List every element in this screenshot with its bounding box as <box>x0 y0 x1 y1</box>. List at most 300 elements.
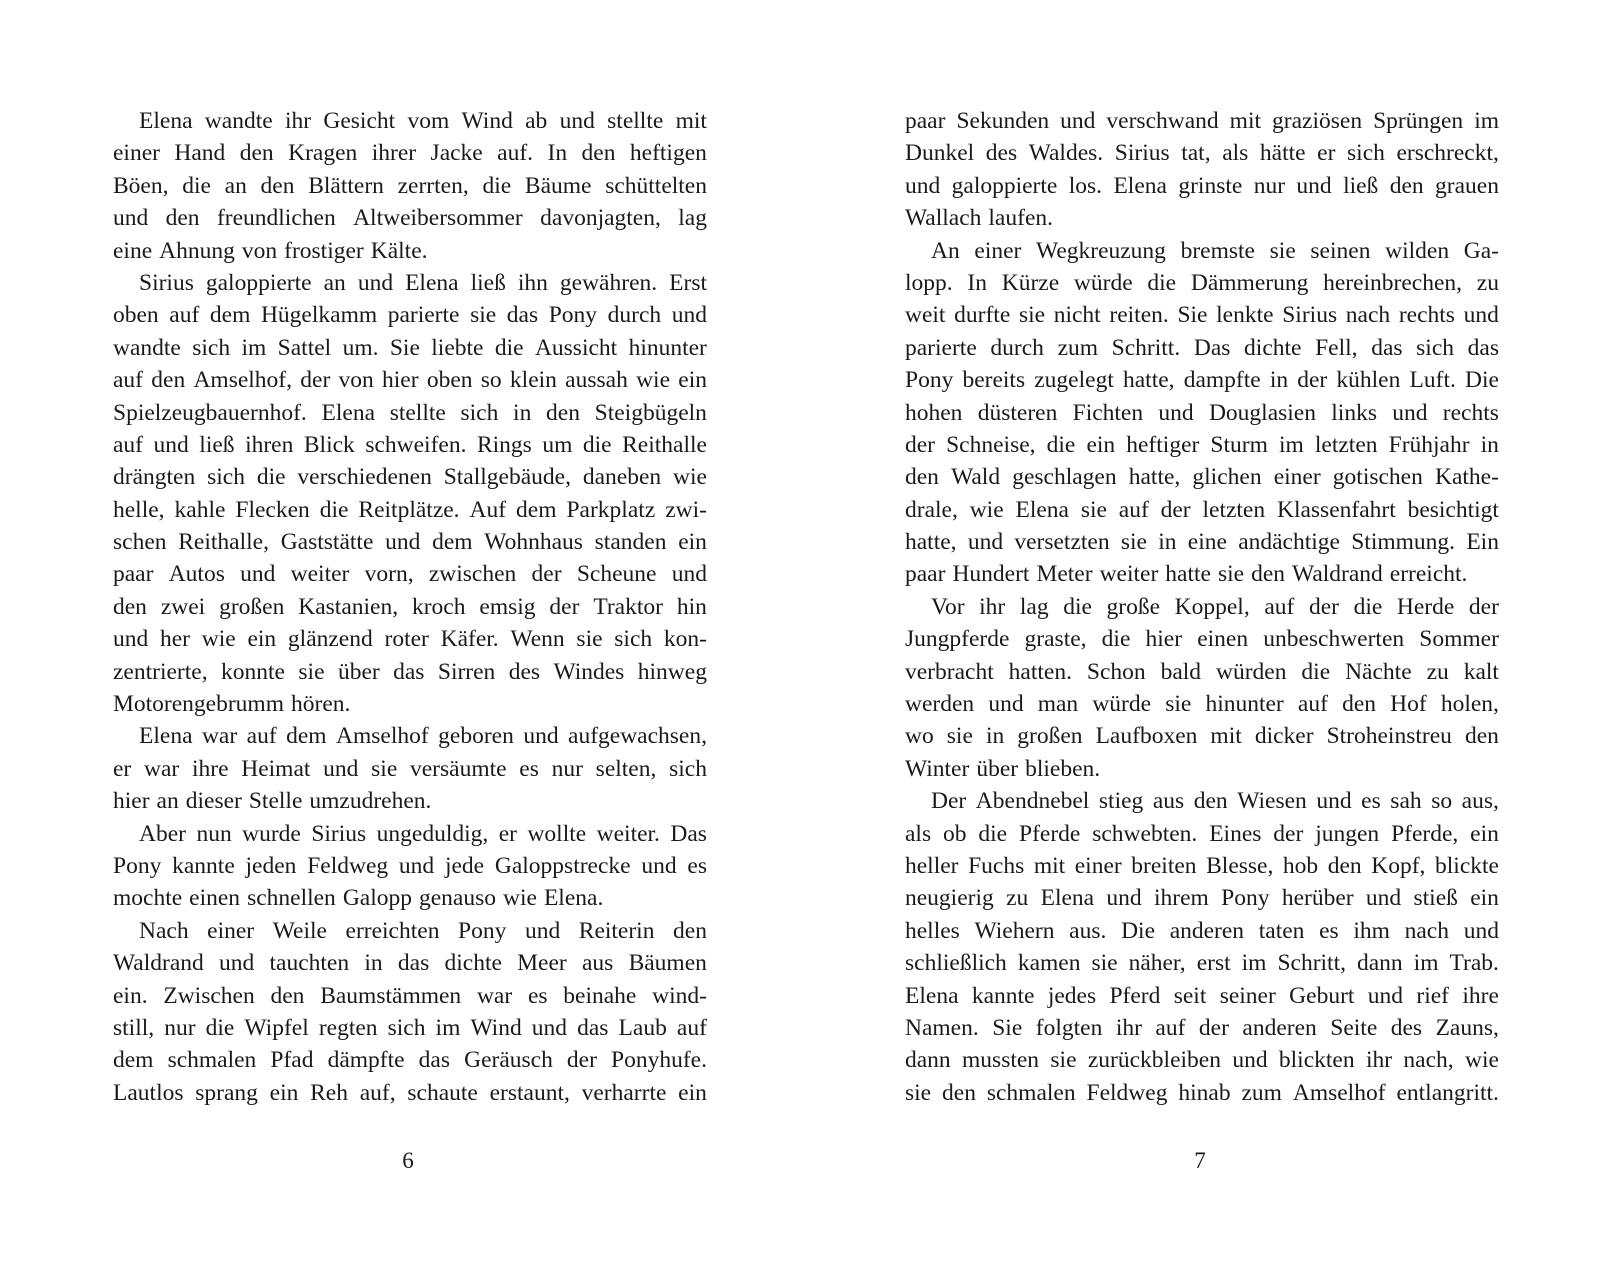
word: Waldrand <box>113 950 204 977</box>
text-line <box>113 137 707 169</box>
word: Luft. <box>1409 367 1456 394</box>
word: der <box>905 431 936 458</box>
word: wie <box>673 464 707 491</box>
word: jedes <box>1047 982 1097 1009</box>
word: Sirius <box>311 820 367 847</box>
word: eine <box>113 237 153 264</box>
word: Elena. <box>543 885 604 912</box>
word: auf <box>246 723 277 750</box>
word: wollte <box>527 820 587 847</box>
text-line <box>905 656 1499 688</box>
word: durch <box>990 334 1044 361</box>
text-line <box>113 299 707 331</box>
word: oben <box>113 302 159 329</box>
word: Schneise, <box>946 431 1036 458</box>
word: werden <box>905 691 975 718</box>
word: dichte <box>1244 334 1302 361</box>
word: und <box>671 302 707 329</box>
word: mit <box>675 108 707 134</box>
word: Amselhof <box>1292 1079 1386 1106</box>
word: es <box>1319 917 1339 944</box>
word: herüber <box>1281 885 1354 912</box>
word: die <box>205 1014 235 1041</box>
word: parierte <box>905 334 977 361</box>
word: rechts <box>1442 399 1499 426</box>
word: hier <box>1145 626 1183 653</box>
word: gewähren. <box>559 269 658 296</box>
word: Erst <box>669 269 707 296</box>
text-line <box>113 494 707 526</box>
word: Heimat <box>241 755 311 782</box>
word: nur <box>551 755 583 782</box>
word: Sattel <box>277 334 332 361</box>
word: sie <box>1080 496 1107 523</box>
word: wind- <box>652 982 707 1009</box>
word: zerrten, <box>397 172 469 199</box>
word: erreichten <box>345 917 440 944</box>
word: des <box>508 658 541 685</box>
word: zwei <box>160 593 206 620</box>
text-line <box>113 235 707 267</box>
word: dieser <box>185 788 242 815</box>
text-line <box>905 364 1499 396</box>
word: Schon <box>1086 658 1146 685</box>
word: bald <box>1160 658 1202 685</box>
word: auf <box>113 431 144 458</box>
word: zum <box>1241 1079 1282 1106</box>
text-line <box>905 1012 1499 1044</box>
word: dem <box>286 723 327 750</box>
text-line <box>113 526 707 558</box>
word: dann <box>905 1047 951 1074</box>
word: hätte <box>1259 140 1306 167</box>
word: an <box>156 788 179 815</box>
word: Kopf, <box>1371 852 1426 879</box>
word: einen <box>189 885 241 912</box>
word: schaute <box>407 1079 478 1106</box>
word: er <box>1317 140 1336 167</box>
text-line <box>905 688 1499 720</box>
word: sich <box>192 334 231 361</box>
word: in <box>1269 367 1289 394</box>
text-line <box>113 947 707 979</box>
word: hier <box>382 367 419 394</box>
word: sie <box>1165 691 1192 718</box>
word: Reithalle <box>622 431 707 458</box>
word: von <box>338 367 374 394</box>
word: folgten <box>1035 1014 1103 1041</box>
word: ihrer <box>371 140 417 167</box>
word: und <box>1296 172 1332 199</box>
word: von <box>241 237 278 264</box>
word: Scheune <box>576 561 657 588</box>
word: gotischen <box>1332 464 1423 491</box>
word: hereinbrechen, <box>1323 269 1463 296</box>
word: Eines <box>1209 820 1262 847</box>
word: sich <box>614 626 653 653</box>
word: Elena <box>1113 172 1167 199</box>
text-line <box>113 591 707 623</box>
word: Meter <box>1036 561 1093 588</box>
word: hier <box>113 788 150 815</box>
word: wie <box>1465 1047 1499 1074</box>
word: dann <box>1356 950 1403 977</box>
word: und <box>559 108 595 134</box>
word: Hof <box>1390 691 1427 718</box>
word: seit <box>1173 982 1207 1009</box>
word: ihm <box>1353 917 1390 944</box>
word: und <box>357 269 394 296</box>
word: frostiger <box>284 237 364 264</box>
word: dampfte <box>1183 367 1261 394</box>
word: dem <box>209 302 251 329</box>
word: Kragen <box>288 140 358 167</box>
word: Feldweg <box>307 852 389 879</box>
word: ihn <box>517 269 548 296</box>
word: auf <box>113 367 144 394</box>
word: Seite <box>1330 1014 1378 1041</box>
word: wie <box>503 885 537 912</box>
word: Pony <box>548 302 598 329</box>
word: drängten <box>113 464 196 491</box>
word: ein <box>247 626 277 653</box>
word: links <box>1331 399 1377 426</box>
word: ließ <box>199 431 235 458</box>
text-line <box>113 915 707 947</box>
word: hatte <box>1165 561 1211 588</box>
word: ließ <box>1343 172 1379 199</box>
word: Pferde, <box>1391 820 1459 847</box>
word: es <box>527 982 548 1009</box>
word: Wohnhaus <box>484 529 583 556</box>
word: der <box>1198 1014 1229 1041</box>
word: und <box>1463 917 1499 944</box>
word: Pony <box>905 367 954 394</box>
word: selten, <box>595 755 657 782</box>
word: holen, <box>1440 691 1499 718</box>
word: blickten <box>1278 1047 1355 1074</box>
word: kalt <box>1463 658 1499 685</box>
word: im <box>241 334 267 361</box>
word: verschiedenen <box>297 464 432 491</box>
word: seinen <box>1310 237 1371 264</box>
word: auf <box>1118 496 1149 523</box>
word: hatte, <box>1128 464 1181 491</box>
word: ein <box>678 529 707 556</box>
word: einer <box>974 237 1022 264</box>
word: ein <box>678 1079 707 1106</box>
word: sie <box>576 626 603 653</box>
word: Abendnebel <box>975 788 1090 815</box>
word: Sie <box>389 334 420 361</box>
word: die <box>319 496 349 523</box>
word: so <box>480 367 502 394</box>
word: Jacke <box>430 140 483 167</box>
word: wilden <box>1385 237 1450 264</box>
word: Sie <box>1177 302 1208 329</box>
word: man <box>1037 691 1079 718</box>
word: und <box>641 852 677 879</box>
word: schen <box>113 529 167 556</box>
word: Altweibersommer <box>353 205 523 232</box>
word: tat, <box>1181 140 1211 167</box>
word: mit <box>1210 723 1242 750</box>
text-line <box>113 980 707 1012</box>
word: Douglasien <box>1208 399 1316 426</box>
word: hören. <box>291 691 351 718</box>
word: nur <box>164 1014 196 1041</box>
word: stieß <box>1413 885 1458 912</box>
word: er <box>113 755 132 782</box>
word: im <box>1241 950 1267 977</box>
word: Laufboxen <box>1095 723 1198 750</box>
word: über <box>337 658 380 685</box>
text-line <box>905 202 1499 234</box>
word: auf <box>1155 1014 1186 1041</box>
word: und <box>1463 302 1499 329</box>
word: lag <box>1019 593 1049 620</box>
word: grauen <box>1435 172 1499 199</box>
word: erschreckt, <box>1396 140 1499 167</box>
word: parierte <box>387 302 460 329</box>
text-line <box>905 137 1499 169</box>
word: und <box>905 172 941 199</box>
word: schmalen <box>167 1047 257 1074</box>
word: an <box>323 269 346 296</box>
word: letzten <box>1202 496 1266 523</box>
word: Pferd <box>1109 982 1161 1009</box>
word: Nächte <box>1345 658 1412 685</box>
word: des <box>985 140 1018 167</box>
word: Hügelkamm <box>260 302 378 329</box>
text-line <box>905 332 1499 364</box>
word: das <box>418 1047 450 1074</box>
word: nicht <box>1053 302 1101 329</box>
word: Waldes. <box>1028 140 1104 167</box>
word: Böen, <box>113 172 169 199</box>
word: der <box>1468 593 1499 620</box>
word: ihr <box>979 593 1006 620</box>
word: ihren <box>245 431 294 458</box>
word: Frühjahr <box>1388 431 1470 458</box>
word: roter <box>384 626 429 653</box>
word: und <box>1365 885 1402 912</box>
text-line <box>113 623 707 655</box>
word: so <box>1431 788 1453 815</box>
word: Die <box>1465 367 1499 394</box>
word: auf, <box>359 1079 396 1106</box>
word: der <box>300 367 331 394</box>
word: weiter <box>290 561 350 588</box>
word: Spielzeugbauernhof. <box>113 399 307 426</box>
word: Stelle <box>248 788 303 815</box>
word: Weile <box>272 917 327 944</box>
word: und <box>524 917 561 944</box>
word: Fuchs <box>968 852 1025 879</box>
word: geboren <box>438 723 514 750</box>
word: die <box>182 172 211 199</box>
word: dem <box>113 1047 154 1074</box>
word: Ponyhufe. <box>611 1047 707 1074</box>
word: aufgewachsen, <box>568 723 707 750</box>
word: großen <box>219 593 285 620</box>
word: Das <box>1193 334 1231 361</box>
word: wie <box>969 496 1004 523</box>
word: sie <box>1091 950 1118 977</box>
word: vom <box>407 108 450 134</box>
word: sich <box>1416 334 1455 361</box>
word: und <box>523 723 559 750</box>
text-line <box>905 267 1499 299</box>
word: hinunter <box>1205 691 1284 718</box>
word: hatte, <box>905 529 957 556</box>
word: hin <box>676 593 707 620</box>
word: schüttelten <box>605 172 707 199</box>
word: paar <box>113 561 154 588</box>
word: sie <box>1217 561 1245 588</box>
word: aus. <box>1069 917 1107 944</box>
word: den <box>1193 788 1228 815</box>
word: als <box>905 820 932 847</box>
word: und <box>240 561 276 588</box>
word: blieben. <box>1025 755 1101 782</box>
word: Sommer <box>1419 626 1499 653</box>
word: Reitplätze. <box>358 496 460 523</box>
word: Kastanien, <box>298 593 399 620</box>
word: und <box>113 626 149 653</box>
word: ließ <box>470 269 506 296</box>
word: die <box>978 820 1008 847</box>
word: wie <box>636 367 671 394</box>
word: dem <box>432 529 473 556</box>
word: schweifen. <box>365 431 467 458</box>
word: ihr <box>1365 1047 1393 1074</box>
word: galoppierte <box>951 172 1058 199</box>
word: im <box>435 1014 461 1041</box>
word: den <box>1389 172 1424 199</box>
word: zentrierte, <box>113 658 208 685</box>
word: und <box>671 561 707 588</box>
word: konnte <box>221 658 285 685</box>
text-line <box>905 1077 1499 1109</box>
word: einen <box>1197 626 1249 653</box>
word: düsteren <box>977 399 1058 426</box>
word: nach <box>1345 302 1391 329</box>
word: schwebten. <box>1092 820 1198 847</box>
word: rief <box>1416 982 1449 1009</box>
word: anderen <box>1169 917 1245 944</box>
word: und <box>113 205 149 232</box>
word: Jungpferde <box>905 626 1010 653</box>
text-line <box>113 170 707 202</box>
word: Motorengebrumm <box>113 691 284 718</box>
word: Klassenfahrt <box>1276 496 1396 523</box>
text-line <box>905 850 1499 882</box>
word: graste, <box>1024 626 1087 653</box>
word: im <box>1413 950 1439 977</box>
word: Sirius <box>139 269 194 296</box>
word: dichte <box>444 950 502 977</box>
word: kannte <box>172 852 235 879</box>
word: war <box>144 755 180 782</box>
word: Schritt, <box>1277 950 1346 977</box>
word: hinunter <box>628 334 707 361</box>
word: helles <box>905 917 960 944</box>
word: drale, <box>905 496 958 523</box>
word: In <box>967 269 987 296</box>
word: und <box>153 431 189 458</box>
word: verbracht <box>905 658 994 685</box>
word: mit <box>1229 108 1262 134</box>
word: Geburt <box>1289 982 1355 1009</box>
word: erstaunt, <box>489 1079 570 1106</box>
word: den <box>165 205 200 232</box>
word: Käfer. <box>440 626 499 653</box>
word: kahle <box>174 496 226 523</box>
word: wandte <box>113 334 181 361</box>
word: hohen <box>905 399 963 426</box>
word: die <box>1101 626 1131 653</box>
word: glichen <box>1192 464 1262 491</box>
word: galoppierte <box>205 269 312 296</box>
word: kannte <box>971 982 1035 1009</box>
word: Herde <box>1396 593 1455 620</box>
word: der <box>1297 367 1328 394</box>
word: des <box>1390 1014 1423 1041</box>
word: ihre <box>1462 982 1499 1009</box>
word: kroch <box>411 593 466 620</box>
text-line <box>113 397 707 429</box>
word: ihr <box>284 108 312 134</box>
word: den <box>260 172 295 199</box>
word: den <box>942 1079 976 1106</box>
word: hinab <box>1178 1079 1231 1106</box>
word: Koppel, <box>1174 593 1250 620</box>
word: Sekunden <box>956 108 1050 134</box>
text-line <box>113 1044 707 1076</box>
word: Reithalle, <box>178 529 269 556</box>
word: Stallgebäude, <box>443 464 571 491</box>
word: das <box>1467 334 1499 361</box>
word: Amselhof, <box>193 367 293 394</box>
text-line <box>905 818 1499 850</box>
word: Elena <box>1040 885 1095 912</box>
word: im <box>1278 431 1304 458</box>
word: Galoppstrecke <box>494 852 631 879</box>
word: die <box>256 464 286 491</box>
word: in <box>1158 529 1177 556</box>
word: Sturm <box>1210 431 1268 458</box>
word: nun <box>196 820 232 847</box>
text-line <box>113 1012 707 1044</box>
word: dämpfte <box>327 1047 405 1074</box>
word: war <box>201 723 238 750</box>
word: dem <box>516 496 557 523</box>
word: mit <box>1033 852 1066 879</box>
word: Namen. <box>905 1014 979 1041</box>
word: letzten <box>1314 431 1378 458</box>
text-line <box>113 332 707 364</box>
text-line <box>905 753 1499 785</box>
word: mussten <box>962 1047 1040 1074</box>
text-line <box>905 235 1499 267</box>
word: aus <box>582 950 614 977</box>
word: besichtigt <box>1407 496 1499 523</box>
word: kamen <box>1017 950 1081 977</box>
word: erst <box>1196 950 1231 977</box>
word: stieg <box>1098 788 1144 815</box>
word: lag <box>678 205 707 232</box>
